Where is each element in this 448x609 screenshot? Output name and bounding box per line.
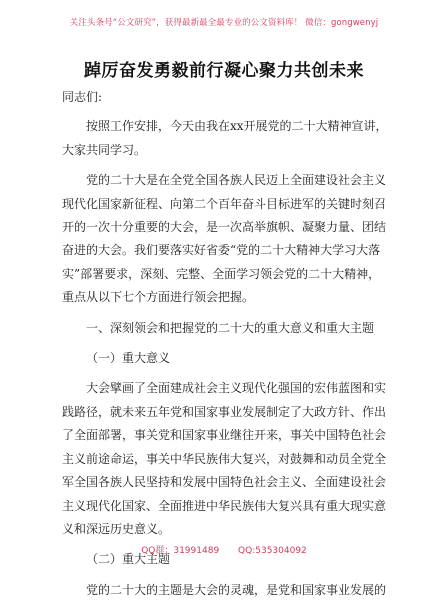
subsection-heading: （一）重大意义	[86, 351, 171, 366]
paragraph: 党的二十大是在全党全国各族人民迈上全面建设社会主义现代化国家新征程、向第二个百年奋斗目标进军的关键时刻召开的一次十分重要的大会，是一次高举旗帜、凝聚力量、团结奋进的大会。我们要落实好省委“党的二十大精神大学习大落实”部署要求，深刻、完整、全面学习领会党的二十大精神，重点从以下七个方面进行领会把握。	[62, 173, 387, 305]
subsection-heading: （二）重大主题	[86, 552, 171, 567]
paragraph: 按照工作安排，今天由我在xx开展党的二十大精神宣讲，大家共同学习。	[62, 119, 388, 157]
header-banner: 关注头条号“公文研究”，获得最新最全最专业的公文资料库！ 微信：gongwenyj	[69, 18, 379, 28]
footer	[0, 543, 448, 556]
document-title: 踔厉奋发勇毅前行凝心聚力共创未来	[84, 61, 364, 81]
salutation: 同志们:	[62, 90, 103, 104]
document-body	[62, 86, 392, 609]
paragraph: 党的二十大的主题是大会的灵魂，是党和国家事业发展的	[86, 582, 387, 597]
section-heading: 一、深刻领会和把握党的二十大的重大意义和重大主题	[86, 320, 375, 335]
footer-qq-contact: QQ:535304092	[238, 546, 307, 556]
paragraph: 大会擘画了全面建成社会主义现代化强国的宏伟蓝图和实践路径，就未来五年党和国家事业发展制定了大政方针、作出了全面部署，事关党和国家事业继往开来，事关中国特色社会主义前途命运，事关中华民族伟大复兴，对鼓舞和动员全党全军全国各族人民坚持和发展中国特色社会主义、全面建设社会主义现代化国家、全面推进中华民族伟大复兴具有重大现实意义和深远历史意义。	[62, 381, 387, 536]
footer-qq-group: QQ群：31991489	[141, 546, 220, 556]
